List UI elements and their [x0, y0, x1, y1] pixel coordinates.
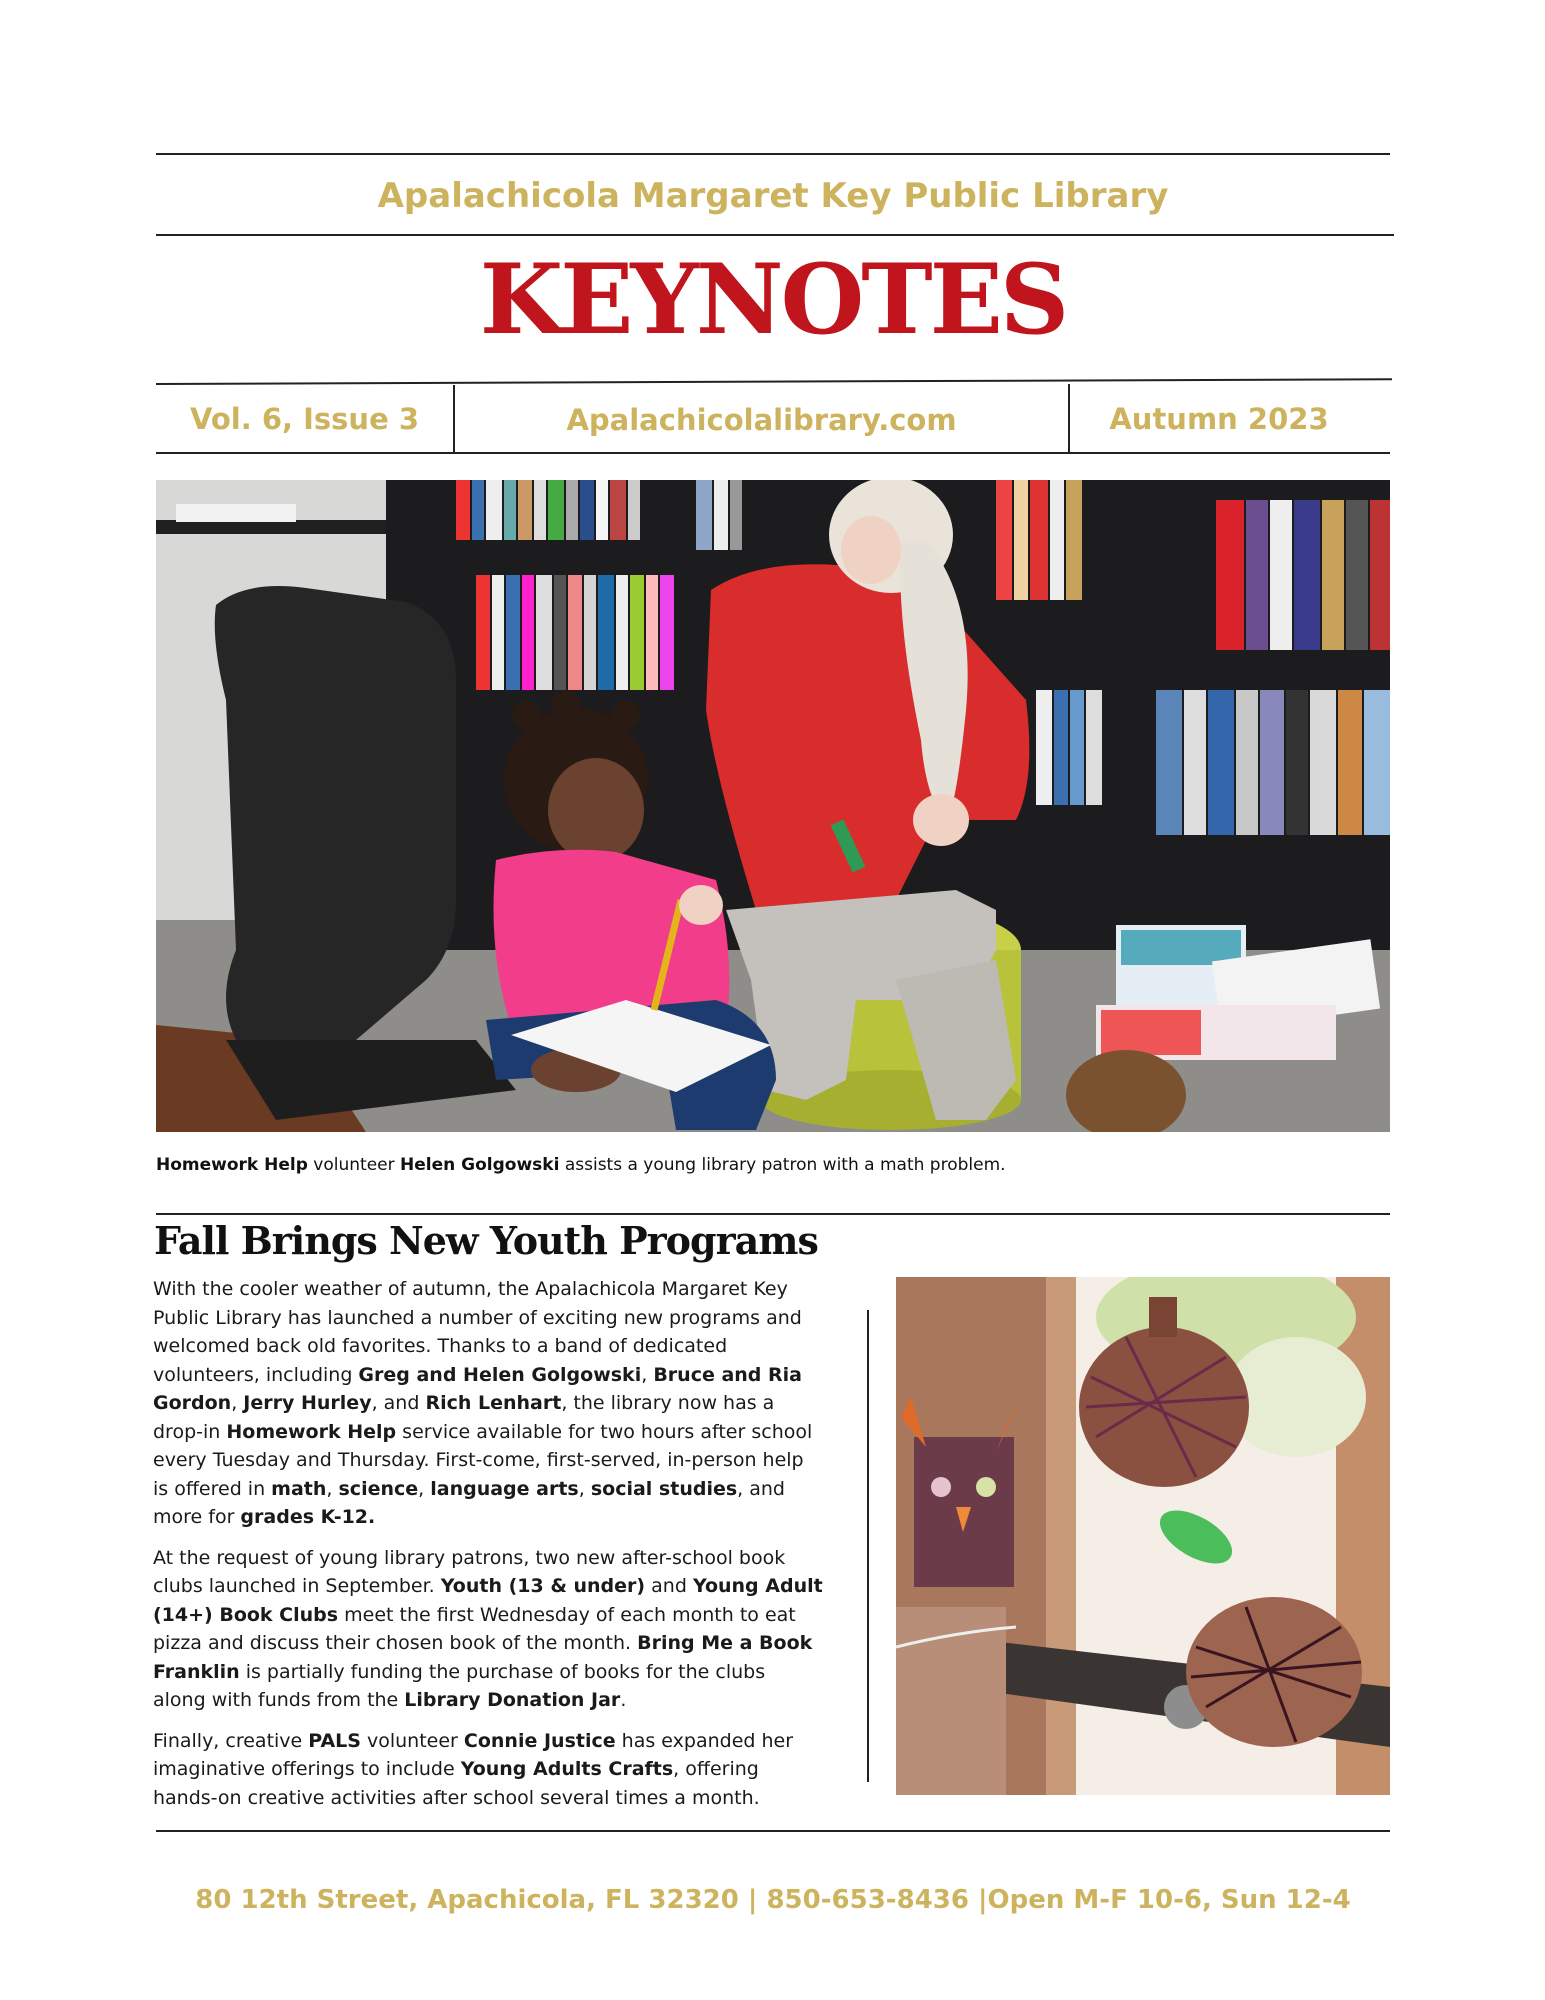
article-body [153, 1275, 823, 1824]
library-name: Apalachicola Margaret Key Public Library [377, 176, 1169, 216]
volume-issue: Vol. 6, Issue 3 [189, 402, 420, 436]
article-top-rule [156, 1213, 1390, 1215]
caption-text: volunteer [307, 1155, 401, 1175]
photo-caption [156, 1155, 1390, 1175]
footer-contact: 80 12th Street, Apachicola, FL 32320 | 850-653-8436 |Open M-F 10-6, Sun 12-4 [195, 1885, 1351, 1915]
masthead-title: KEYNOTES [479, 243, 1067, 356]
caption-bold-volunteer: Helen Golgowski [400, 1155, 560, 1175]
library-name-rule [156, 234, 1394, 236]
caption-text: assists a young library patron with a math problem. [559, 1155, 1006, 1175]
footer-rule [156, 1830, 1390, 1832]
homework-help-photo [156, 480, 1390, 1132]
article-paragraph-3: Finally, creative PALS volunteer Connie Justice has expanded her imaginative offerings to include Young Adults Crafts, offering hands-on creative activities after school several times a month. [153, 1729, 794, 1809]
website-link[interactable]: Apalachicolalibrary.com [566, 403, 957, 437]
article-paragraph-2: At the request of young library patrons, two new after-school book clubs launched in September. Youth (13 & under) and Young Adult (14+) Book Clubs meet the first Wednesday of each month to eat pizza and discuss their chosen book of the month. Bring Me a Book Franklin is partially funding the purchase of books for the clubs along with funds from the Library Donation Jar. [153, 1546, 823, 1711]
pumpkin-crafts-photo [896, 1277, 1390, 1795]
infobar-bottom-rule [156, 452, 1390, 454]
article-title: Fall Brings New Youth Programs [154, 1218, 818, 1263]
article-paragraph-1: With the cooler weather of autumn, the Apalachicola Margaret Key Public Library has launched a number of exciting new programs and welcomed back old favorites. Thanks to a band of dedicated volunteers, including Greg and Helen Golgowski, Bruce and Ria Gordon, Jerry Hurley, and Rich Lenhart, the library now has a drop-in Homework Help service available for two hours after school every Tuesday and Thursday. First-come, first-served, in-person help is offered in math, science, language arts, social studies, and more for grades K-12. [153, 1278, 813, 1528]
top-rule [156, 153, 1390, 155]
infobar-top-rule [156, 378, 1392, 385]
season-label: Autumn 2023 [1109, 402, 1329, 436]
caption-bold-program: Homework Help [156, 1155, 308, 1175]
article-column-divider [867, 1310, 869, 1782]
